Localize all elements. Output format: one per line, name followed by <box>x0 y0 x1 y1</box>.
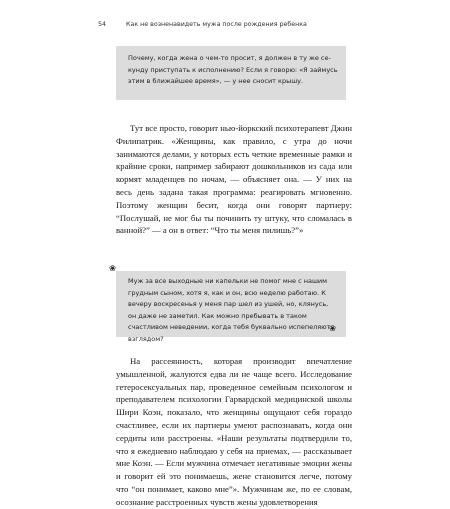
running-title: Как не возненавидеть мужа после рождения ребенка <box>126 21 307 28</box>
quote-box-1-text: Почему, когда жена о чем-то просит, я должен в ту же секунду приступать к исполнению? Если я говорю: «Я займусь этим в ближайшее время», — у нее сносит крышу. <box>128 54 338 86</box>
flower-icon: ❀ <box>328 324 337 334</box>
body-paragraph-2-text: На рассеянность, которая производит впечатление умышленной, жалуются едва ли не чаще всего. Исследование гетеросексуальных пар, проведенное семейным психологом и преподавателем психологии Гарвардской медицинской школы Шири Коэн, показало, что женщины ощущают себя гораздо счастливее, если их партнеры умеют распознавать, когда они сердиты или расстроены. «Наши результаты подтвердили то, что я ежедневно наблюдаю у себя на приемах, — рассказывает мне Коэн. — Если мужчина отмечает негативные эмоции жены и говорит ей это понимаешь, жене становится легче, потому что “он понимает, каково мне”». Мужчинам же, по ее словам, осознание расстроенных чувств жены удовлетворения <box>116 356 352 507</box>
body-paragraph-1 <box>116 122 352 237</box>
page-number: 54 <box>98 21 107 28</box>
body-paragraph-1-text: Тут все просто, говорит нью-йоркский психотерапевт Джин Филипатрик. «Женщины, как правило, с утра до ночи занимаются делами, у которых есть четкие временные рамки и крайние сроки, например забирают дошкольников из сада или кормят младенцев по ночам, — объясняет она. — У них на весь день задана такая программа: реагировать мгновенно. Поэтому женщин бесит, когда они говорят партнеру: “Послушай, не мог бы ты починить ту штуку, что сломалась в ванной?” — а он в ответ: “Что ты меня пилишь?”» <box>116 123 352 236</box>
flower-icon: ❀ <box>108 264 117 274</box>
quote-box-2 <box>116 271 346 343</box>
quote-box-2-text: Муж за все выходные ни капельки не помог мне с нашим грудным сыном, хотя я, как и он, всю неделю работаю. К вечеру воскресенья у меня пар шел из ушей, но, клянусь, он даже не заметил. Как можно пребывать в таком счастливом неведении, когда тебя буквально испепеляют взглядом? <box>128 277 331 343</box>
body-paragraph-2 <box>116 355 352 509</box>
page-header <box>98 20 358 30</box>
quote-box-1 <box>116 46 346 100</box>
